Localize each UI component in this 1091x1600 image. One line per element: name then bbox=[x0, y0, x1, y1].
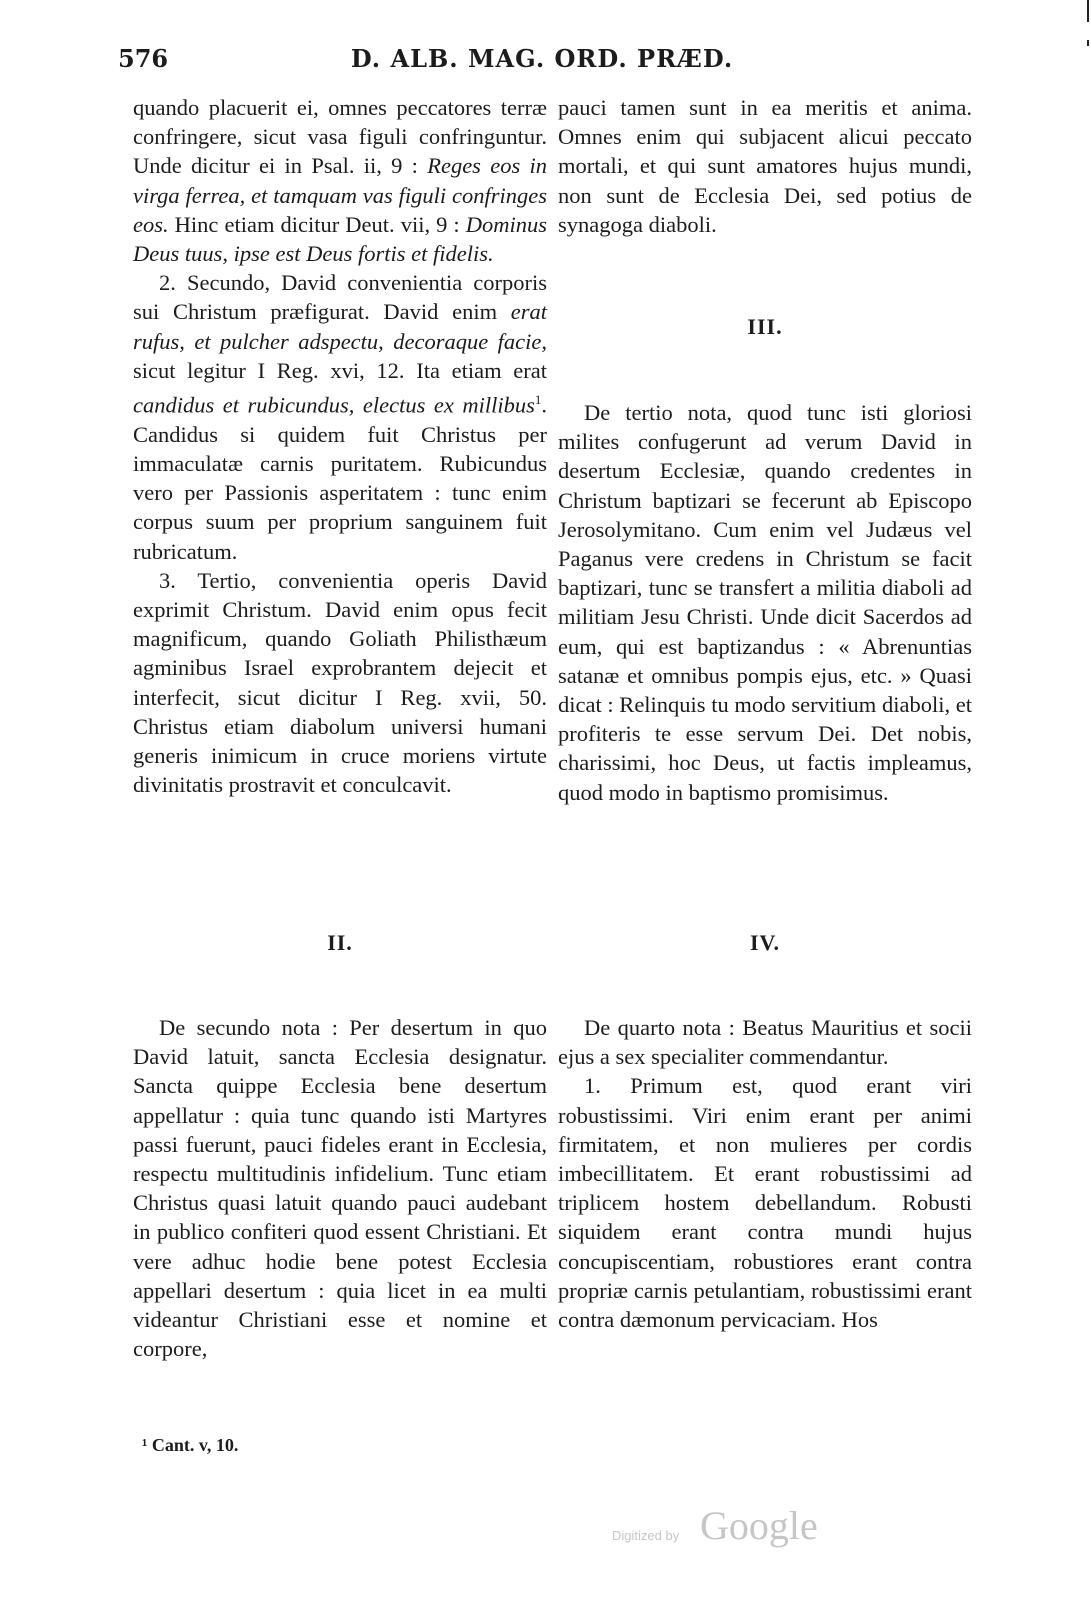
right-column-top bbox=[558, 93, 972, 239]
text-run: sicut legitur I Reg. xvi, 12. Ita etiam erat bbox=[133, 357, 547, 383]
binding-edge bbox=[1085, 0, 1091, 1600]
footnote: ¹ Cant. v, 10. bbox=[142, 1435, 239, 1455]
text-run: quando placuerit ei, omnes peccatores terræ confringere, sicut vasa figuli confringuntur. Unde dicitur ei in Psal. ii, 9 : bbox=[133, 95, 547, 179]
running-head: D. ALB. MAG. ORD. PRÆD. bbox=[350, 44, 734, 73]
paragraph-primum: 1. Primum est, quod erant viri robustissimi. Viri enim erant per animi firmitatem, et non mulieres per cordis imbecillitatem. Et erant robustissimi ad triplicem hostem debellandum. Robusti siquidem erant contra mundi hujus concupiscentiam, robustiores erant contra propriæ carnis petulantiam, robustissimi erant contra dæmonum pervicaciam. Hos bbox=[558, 1073, 972, 1333]
scripture-quote: erat rufus, et pulcher adspectu, decoraque facie, bbox=[133, 299, 547, 354]
scripture-quote: Reges eos in virga ferrea, et tamquam vas figuli confringes eos. bbox=[133, 153, 547, 237]
edge-mark bbox=[1087, 40, 1089, 46]
page-header bbox=[118, 44, 966, 80]
edge-mark bbox=[1087, 0, 1089, 22]
right-column-bottom bbox=[558, 1013, 972, 1334]
paragraph-de-secundo: De secundo nota : Per desertum in quo David latuit, sancta Ecclesia designatur. Sancta quippe Ecclesia bene desertum appellatur : quia tunc quando isti Martyres passi fuerunt, pauci fideles erant in Ecclesia, respectu multitudinis infidelium. Tunc etiam Christus quasi latuit quando pauci audebant in publico confiteri quod essent Christiani. Et vere adhuc hodie bene potest Ecclesia appellari desertum : quia licet in ea multi videantur Christiani esse et nomine et corpore, bbox=[133, 1015, 547, 1362]
paragraph-continuation: pauci tamen sunt in ea meritis et anima. Omnes enim qui subjacent alicui peccato mortali, et qui sunt amatores hujus mundi, non sunt de Ecclesia Dei, sed potius de synagoga diaboli. bbox=[558, 95, 972, 237]
paragraph-continuation bbox=[133, 93, 547, 268]
digitized-watermark bbox=[612, 1502, 842, 1552]
scripture-quote: candidus et rubicundus, electus ex millibus bbox=[133, 392, 535, 418]
paragraph-de-quarto: De quarto nota : Beatus Mauritius et socii ejus a sex specialiter commendantur. bbox=[558, 1015, 972, 1070]
left-column-bottom bbox=[133, 1013, 547, 1363]
text-run: Hinc etiam dicitur Deut. vii, 9 : bbox=[168, 211, 466, 237]
google-logo: Google bbox=[700, 1503, 818, 1548]
paragraph-tertio: 3. Tertio, convenientia operis David exprimit Christum. David enim opus fecit magnificum, quando Goliath Philisthæum agminibus Israel exprobrantem dejecit et interfecit, sicut dicitur I Reg. xvii, 50. Christus etiam diabolum universi humani generis inimicum in cruce moriens virtute divinitatis prostravit et conculcavit. bbox=[133, 567, 547, 798]
text-run: . Candidus si quidem fuit Christus per immaculatæ carnis puritatem. Rubicundus vero per Passionis asperitatem : tunc enim corpus suum per proprium sanguinem fuit rubricatum. bbox=[133, 392, 547, 564]
scripture-quote: Dominus Deus tuus, ipse est Deus fortis et fidelis. bbox=[133, 211, 547, 267]
left-column-top bbox=[133, 93, 547, 799]
watermark-prefix: Digitized by bbox=[612, 1528, 680, 1543]
page-number: 576 bbox=[118, 44, 169, 73]
right-column-middle bbox=[558, 398, 972, 807]
paragraph-secundo bbox=[133, 268, 547, 566]
text-run: 2. Secundo, David convenientia corporis sui Christum præfigurat. David enim bbox=[133, 270, 547, 325]
section-heading-iv: IV. bbox=[749, 930, 781, 955]
paragraph-de-tertio: De tertio nota, quod tunc isti gloriosi milites confugerunt ad verum David in desertum Ecclesiæ, quando credentes in Christum baptizari se fecerunt ab Episcopo Jerosolymitano. Cum enim vel Judæus vel Paganus vere credens in Christum se facit baptizari, tunc se transfert a militia diaboli ad militiam Jesu Christi. Unde dicit Sacerdos ad eum, qui est baptizandus : « Abrenuntias satanæ et omnibus pompis ejus, etc. » Quasi dicat : Relinquis tu modo servitium diaboli, et profiteris te esse servum Dei. Det nobis, charissimi, hoc Deus, ut factis impleamus, quod modo in baptismo promisimus. bbox=[558, 400, 972, 805]
section-heading-ii: II. bbox=[327, 930, 353, 955]
footnote-ref: 1 bbox=[534, 392, 542, 408]
section-heading-iii: III. bbox=[747, 314, 783, 339]
